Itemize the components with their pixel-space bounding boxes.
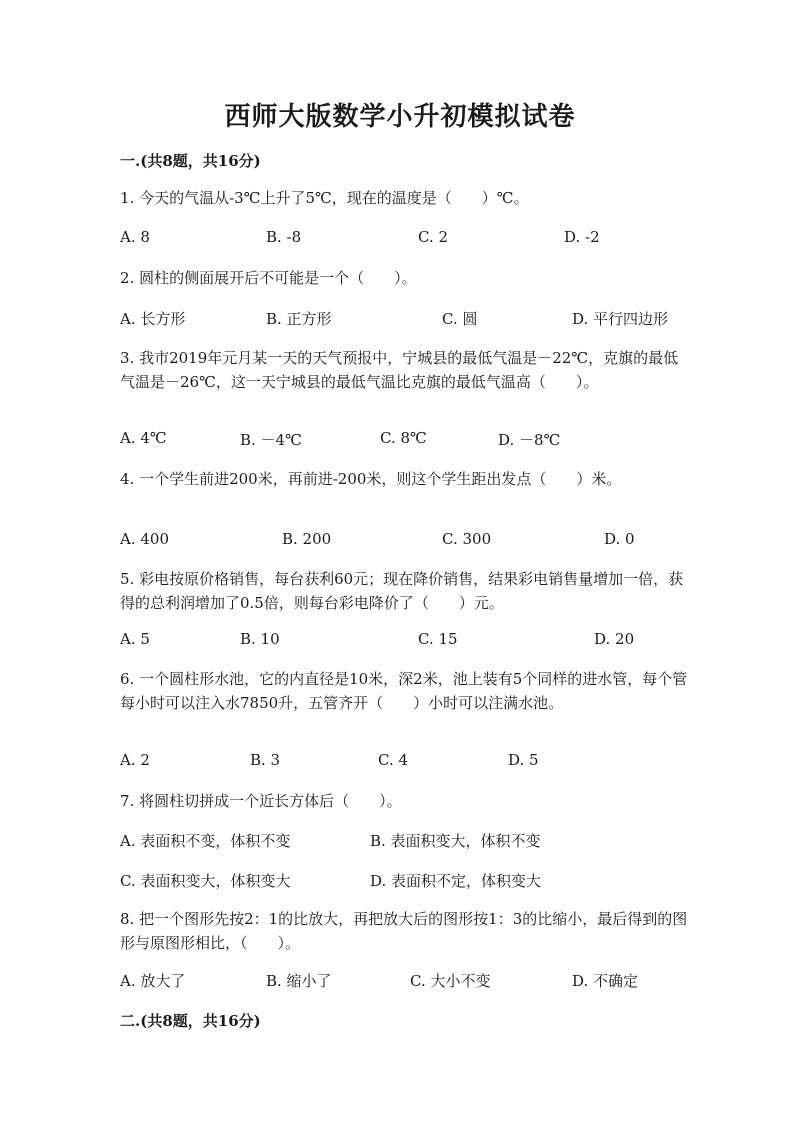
- question-8-options: [120, 970, 700, 992]
- question-7-options-row-2: [120, 870, 700, 892]
- question-7-stem: 7. 将圆柱切拼成一个近长方体后（ ）。: [120, 792, 402, 810]
- question-5-option-a: A. 5: [120, 630, 150, 648]
- question-5-stem: 5. 彩电按原价格销售，每台获利60元；现在降价销售，结果彩电销售量增加一倍，获得的总利润增加了0.5倍，则每台彩电降价了（ ）元。: [120, 570, 684, 612]
- question-8-option-b: B. 缩小了: [266, 972, 332, 990]
- question-2-option-d: D. 平行四边形: [572, 310, 669, 328]
- question-2-options: [120, 308, 700, 330]
- question-7-option-a: A. 表面积不变，体积不变: [120, 832, 291, 850]
- question-5-option-b: B. 10: [240, 630, 280, 648]
- question-1-option-a: A. 8: [120, 228, 150, 246]
- question-2-option-b: B. 正方形: [266, 310, 332, 328]
- question-3-option-b: B. －4℃: [240, 431, 302, 449]
- question-4-stem: 4. 一个学生前进200米，再前进-200米，则这个学生距出发点（ ）米。: [120, 470, 622, 488]
- question-6-option-d: D. 5: [508, 751, 539, 769]
- question-1-option-c: C. 2: [418, 228, 449, 246]
- question-4-option-b: B. 200: [282, 530, 332, 548]
- question-6-option-b: B. 3: [250, 751, 281, 769]
- question-3-option-d: D. －8℃: [498, 431, 561, 449]
- exam-title: 西师大版数学小升初模拟试卷: [224, 102, 576, 132]
- question-1-option-b: B. -8: [266, 228, 302, 246]
- question-4-option-a: A. 400: [120, 530, 169, 548]
- question-1-options: [120, 228, 700, 250]
- question-3-stem: 3. 我市2019年元月某一天的天气预报中，宁城县的最低气温是－22℃，克旗的最低气温是－26℃，这一天宁城县的最低气温比克旗的最低气温高（ ）。: [120, 349, 679, 391]
- question-7-options-row-1: [120, 830, 700, 852]
- question-5-option-d: D. 20: [594, 630, 635, 648]
- question-6-stem: 6. 一个圆柱形水池，它的内直径是10米，深2米，池上装有5个同样的进水管，每个管每小时可以注入水7850升，五管齐开（ ）小时可以注满水池。: [120, 670, 688, 712]
- question-4-option-c: C. 300: [442, 530, 492, 548]
- question-6-options: [120, 751, 700, 773]
- question-8-option-d: D. 不确定: [572, 972, 639, 990]
- question-8-option-a: A. 放大了: [120, 972, 186, 990]
- question-4-option-d: D. 0: [604, 530, 635, 548]
- question-1-stem: 1. 今天的气温从-3℃上升了5℃，现在的温度是（ ）℃。: [120, 189, 529, 207]
- question-8-option-c: C. 大小不变: [410, 972, 491, 990]
- section-1-header: 一.(共8题，共16分): [120, 152, 261, 170]
- question-6-option-a: A. 2: [120, 751, 150, 769]
- question-2-stem: 2. 圆柱的侧面展开后不可能是一个（ ）。: [120, 269, 417, 287]
- question-2-option-c: C. 圆: [442, 310, 478, 328]
- question-4-options: [120, 530, 700, 552]
- question-6-option-c: C. 4: [378, 751, 409, 769]
- question-7-option-c: C. 表面积变大，体积变大: [120, 872, 291, 890]
- section-2-header: 二.(共8题，共16分): [120, 1012, 261, 1030]
- question-3-option-a: A. 4℃: [120, 429, 167, 447]
- question-7-option-b: B. 表面积变大，体积不变: [370, 832, 541, 850]
- question-3-options: [120, 429, 700, 451]
- question-3-option-c: C. 8℃: [380, 429, 427, 447]
- question-5-options: [120, 630, 700, 652]
- question-2-option-a: A. 长方形: [120, 310, 186, 328]
- question-8-stem: 8. 把一个图形先按2：1的比放大，再把放大后的图形按1：3的比缩小，最后得到的图形与原图形相比，（ ）。: [120, 910, 688, 952]
- question-1-option-d: D. -2: [564, 228, 600, 246]
- question-7-option-d: D. 表面积不定，体积变大: [370, 872, 542, 890]
- question-5-option-c: C. 15: [418, 630, 458, 648]
